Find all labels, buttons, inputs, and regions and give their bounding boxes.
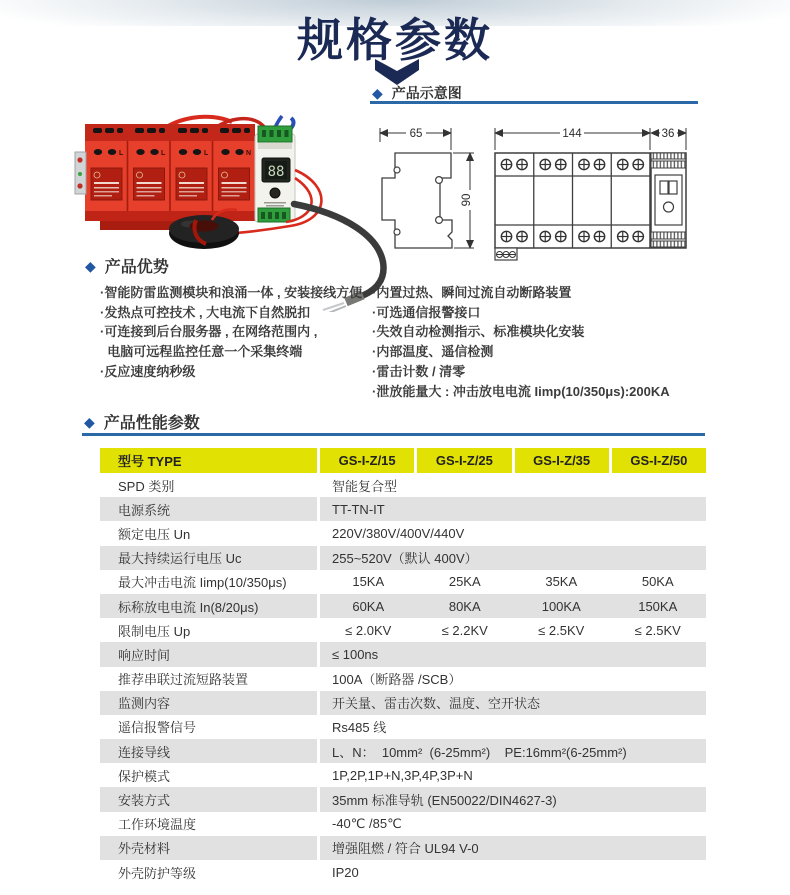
row-value: 255~520V（默认 400V） [332,551,478,567]
page-title: 规格参数 [297,14,493,66]
row-label: 推荐串联过流短路装置 [118,672,249,688]
bullet-item: ·失效自动检测指示、标准模块化安装 [372,324,585,340]
dim-monitor-width: 36 [661,128,675,140]
row-value: ≤ 2.2KV [441,622,488,638]
spec-table [100,448,706,884]
bullet-item: ·内部温度、遥信检测 [372,344,494,360]
row-value: 35KA [545,574,578,590]
row-label: 连接导线 [100,739,317,763]
row-label: SPD 类别 [118,478,175,494]
section-schematic-label: 产品示意图 [391,85,462,101]
advantages-list-right [372,283,670,401]
row-value: ≤ 2.5KV [538,622,585,638]
row-label: 工作环境温度 [118,817,197,833]
row-value: L、N： 10mm² (6-25mm²) PE:16mm²(6-25mm²) [332,744,627,760]
table-header-model: GS-I-Z/35 [512,448,609,473]
table-header-model: GS-I-Z/50 [609,448,706,473]
section-performance-heading [84,410,200,433]
diamond-icon: ◆ [84,413,95,430]
table-row [100,521,706,545]
module-letter: L [161,150,166,157]
row-value: 50KA [641,574,674,590]
table-row [100,618,706,642]
table-row [100,836,706,860]
diamond-icon: ◆ [372,85,383,101]
section-underline [370,101,698,104]
row-label: 响应时间 [100,642,317,666]
row-value: 1P,2P,1P+N,3P,4P,3P+N [332,767,473,783]
dim-side-width: 65 [409,128,423,140]
row-value: 35mm 标准导轨 (EN50022/DIN4627-3) [332,793,557,809]
row-value: Rs485 线 [332,720,387,736]
section-advantages-heading [85,254,169,277]
row-label: 最大冲击电流 Iimp(10/350μs) [118,575,287,591]
section-underline [82,433,705,436]
row-value: 开关量、雷击次数、温度、空开状态 [332,696,541,712]
module-letter: L [204,150,209,157]
bullet-item: ·泄放能量大 : 冲击放电电流 Iimp(10/350μs):200KA [372,383,670,399]
led-display: 88 [267,164,285,180]
table-row [100,739,706,763]
table-row [100,473,706,497]
row-label: 电源系统 [100,497,317,521]
row-value: IP20 [332,864,359,880]
table-row [100,860,706,884]
diamond-icon: ◆ [85,257,96,274]
bullet-item: ·可选通信报警接口 [372,304,481,320]
bullet-item: ·可连接到后台服务器 , 在网络范围内 , [100,324,318,340]
table-row [100,667,706,691]
dimension-drawing [375,120,695,265]
row-label: 标称放电电流 In(8/20μs) [100,594,317,618]
table-header-label: 型号 TYPE [100,448,317,473]
row-value: 100A（断路器 /SCB） [332,672,462,688]
table-row [100,715,706,739]
table-row [100,642,706,666]
advantages-list-left [100,283,362,382]
row-value: 150KA [638,598,678,614]
row-label: 遥信报警信号 [118,720,197,736]
table-row [100,497,706,521]
row-value: 25KA [448,574,481,590]
dim-side-height: 90 [461,193,473,207]
row-value: ≤ 100ns [332,646,379,662]
table-row [100,787,706,811]
row-value: 智能复合型 [332,478,398,494]
row-value: ≤ 2.5KV [634,622,681,638]
bullet-item: ·雷击计数 / 清零 [372,363,466,379]
product-photo [60,112,400,312]
table-row [100,691,706,715]
module-letter: N [246,150,252,157]
table-row [100,546,706,570]
bullet-item: ·发热点可控技术 , 大电流下自然脱扣 [100,304,311,320]
row-value: -40℃ /85℃ [332,815,402,831]
row-value: 增强阻燃 / 符合 UL94 V-0 [332,841,479,857]
table-header-model: GS-I-Z/25 [414,448,511,473]
table-row [100,763,706,787]
row-value: 80KA [448,598,481,614]
table-header-model: GS-I-Z/15 [320,448,414,473]
table-header-row [100,448,706,473]
bullet-item: ·智能防雷监测模块和浪涌一体 , 安装接线方便 [100,285,363,300]
section-advantages-label: 产品优势 [104,259,169,276]
row-value: 60KA [352,598,385,614]
row-label: 限制电压 Up [118,623,191,639]
row-label: 监测内容 [100,691,317,715]
row-label: 保护模式 [118,768,171,784]
table-row [100,812,706,836]
chevron-down-icon [374,58,420,86]
module-letter: L [119,150,124,157]
dim-front-width: 144 [562,128,582,140]
bullet-item: 电脑可远程监控任意一个采集终端 [100,344,303,360]
table-row [100,570,706,594]
row-label: 安装方式 [100,787,317,811]
table-row [100,594,706,618]
row-value: 100KA [541,598,581,614]
bullet-item: ·内置过热、瞬间过流自动断路装置 [372,285,572,300]
row-value: ≤ 2.0KV [345,622,392,638]
row-label: 外壳防护等级 [118,865,197,881]
row-value: 15KA [352,574,385,590]
section-schematic-heading [372,83,462,103]
row-label: 最大持续运行电压 Uc [100,546,317,570]
section-performance-label: 产品性能参数 [103,415,200,432]
row-label: 额定电压 Un [118,526,191,542]
row-value: TT-TN-IT [332,501,385,517]
row-label: 外壳材料 [100,836,317,860]
row-value: 220V/380V/400V/440V [332,525,465,541]
bullet-item: ·反应速度纳秒级 [100,363,196,379]
